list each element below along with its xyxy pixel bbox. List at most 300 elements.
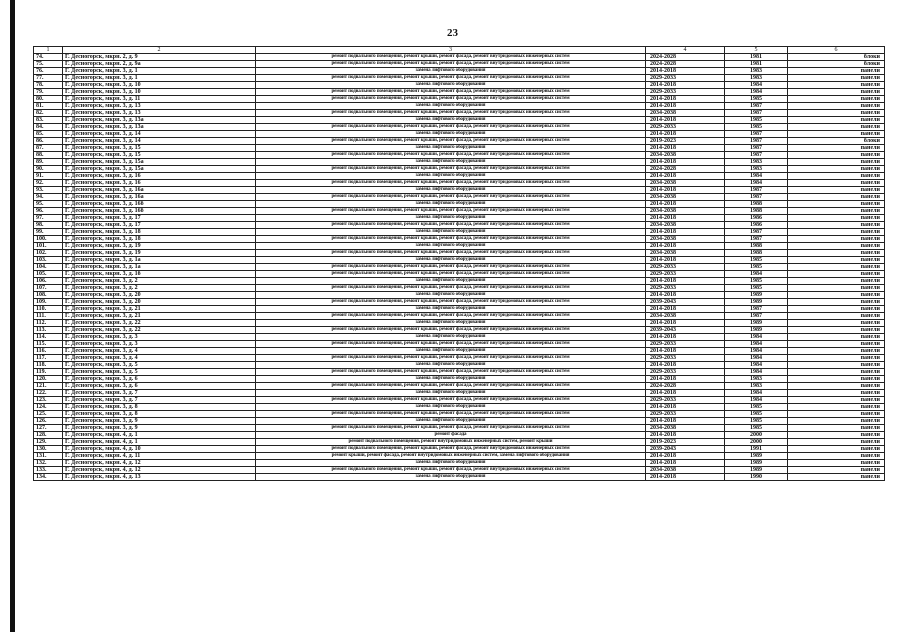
wall-material-cell: панели (788, 348, 885, 355)
work-type-cell: замена лифтового оборудования (256, 460, 646, 467)
address-cell: Г. Десногорск, мкрн. 3, д. 19 (63, 250, 256, 257)
row-number-cell: 123. (34, 397, 63, 404)
period-cell: 2024-2028 (646, 61, 725, 68)
address-cell: Г. Десногорск, мкрн. 3, д. 20 (63, 292, 256, 299)
work-type-cell: замена лифтового оборудования (256, 257, 646, 264)
work-type-cell: замена лифтового оборудования (256, 201, 646, 208)
address-cell: Г. Десногорск, мкрн. 3, д. 16а (63, 187, 256, 194)
row-number-cell: 111. (34, 313, 63, 320)
work-type-cell: ремонт подвального помещения, ремонт крыши, ремонт фасада, ремонт внутридомовых инженерных систем (256, 327, 646, 334)
address-cell: Г. Десногорск, мкрн. 3, д. 22 (63, 320, 256, 327)
address-cell: Г. Десногорск, мкрн. 3, д. 5 (63, 369, 256, 376)
address-cell: Г. Десногорск, мкрн. 3, д. 16 (63, 180, 256, 187)
work-type-cell: ремонт подвального помещения, ремонт крыши, ремонт фасада, ремонт внутридомовых инженерных систем (256, 124, 646, 131)
work-type-cell: замена лифтового оборудования (256, 320, 646, 327)
work-type-cell: ремонт подвального помещения, ремонт крыши, ремонт фасада, ремонт внутридомовых инженерных систем (256, 264, 646, 271)
period-cell: 2014-2018 (646, 390, 725, 397)
year-built-cell: 1984 (725, 180, 788, 187)
table-row (34, 194, 885, 201)
work-type-cell: ремонт подвального помещения, ремонт крыши, ремонт фасада, ремонт внутридомовых инженерных систем (256, 341, 646, 348)
address-cell: Г. Десногорск, мкрн. 4, д. 13 (63, 474, 256, 481)
work-type-cell: ремонт подвального помещения, ремонт крыши, ремонт фасада, ремонт внутридомовых инженерных систем (256, 75, 646, 82)
period-cell: 2024-2028 (646, 54, 725, 61)
year-built-cell: 1987 (725, 152, 788, 159)
wall-material-cell: панели (788, 460, 885, 467)
row-number-cell: 134. (34, 474, 63, 481)
address-cell: Г. Десногорск, мкрн. 3, д. 21 (63, 306, 256, 313)
wall-material-cell: панели (788, 131, 885, 138)
work-type-cell: ремонт подвального помещения, ремонт крыши, ремонт фасада, ремонт внутридомовых инженерных систем (256, 425, 646, 432)
address-cell: Г. Десногорск, мкрн. 4, д. 12 (63, 460, 256, 467)
wall-material-cell: панели (788, 215, 885, 222)
table-row (34, 341, 885, 348)
work-type-cell: ремонт подвального помещения, ремонт крыши, ремонт фасада, ремонт внутридомовых инженерных систем (256, 313, 646, 320)
work-type-cell: замена лифтового оборудования (256, 292, 646, 299)
address-cell: Г. Десногорск, мкрн. 3, д. 18 (63, 229, 256, 236)
year-built-cell: 1987 (725, 110, 788, 117)
header-cell: 6 (788, 47, 885, 54)
row-number-cell: 98. (34, 222, 63, 229)
row-number-cell: 108. (34, 292, 63, 299)
table-row (34, 117, 885, 124)
wall-material-cell: панели (788, 180, 885, 187)
wall-material-cell: панели (788, 110, 885, 117)
table-row (34, 397, 885, 404)
period-cell: 2014-2018 (646, 103, 725, 110)
period-cell: 2029-2033 (646, 124, 725, 131)
year-built-cell: 1989 (725, 460, 788, 467)
work-type-cell: замена лифтового оборудования (256, 474, 646, 481)
address-cell: Г. Десногорск, мкрн. 3, д. 8 (63, 404, 256, 411)
year-built-cell: 1986 (725, 215, 788, 222)
table-row (34, 208, 885, 215)
year-built-cell: 1985 (725, 278, 788, 285)
year-built-cell: 1991 (725, 446, 788, 453)
address-cell: Г. Десногорск, мкрн. 3, д. 6 (63, 383, 256, 390)
year-built-cell: 1984 (725, 390, 788, 397)
row-number-cell: 131. (34, 453, 63, 460)
row-number-cell: 125. (34, 411, 63, 418)
address-cell: Г. Десногорск, мкрн. 3, д. 13а (63, 117, 256, 124)
wall-material-cell: панели (788, 383, 885, 390)
period-cell: 2039-2043 (646, 327, 725, 334)
address-cell: Г. Десногорск, мкрн. 3, д. 15а (63, 166, 256, 173)
work-type-cell: ремонт подвального помещения, ремонт крыши, ремонт фасада, ремонт внутридомовых инженерных систем (256, 61, 646, 68)
wall-material-cell: панели (788, 474, 885, 481)
work-type-cell: замена лифтового оборудования (256, 348, 646, 355)
work-type-cell: замена лифтового оборудования (256, 362, 646, 369)
table-row (34, 404, 885, 411)
table-row (34, 320, 885, 327)
table-row (34, 474, 885, 481)
wall-material-cell: панели (788, 425, 885, 432)
table-row (34, 166, 885, 173)
year-built-cell: 1985 (725, 425, 788, 432)
table-row (34, 257, 885, 264)
address-cell: Г. Десногорск, мкрн. 3, д. 13а (63, 124, 256, 131)
address-cell: Г. Десногорск, мкрн. 3, д. 3 (63, 341, 256, 348)
row-number-cell: 133. (34, 467, 63, 474)
table-row (34, 299, 885, 306)
table-row (34, 313, 885, 320)
row-number-cell: 74. (34, 54, 63, 61)
work-type-cell: замена лифтового оборудования (256, 306, 646, 313)
row-number-cell: 85. (34, 131, 63, 138)
address-cell: Г. Десногорск, мкрн. 3, д. 4 (63, 348, 256, 355)
address-cell: Г. Десногорск, мкрн. 3, д. 16 (63, 173, 256, 180)
table-row (34, 418, 885, 425)
work-type-cell: ремонт подвального помещения, ремонт крыши, ремонт фасада, ремонт внутридомовых инженерных систем (256, 54, 646, 61)
wall-material-cell: панели (788, 292, 885, 299)
row-number-cell: 100. (34, 236, 63, 243)
table-row (34, 453, 885, 460)
address-cell: Г. Десногорск, мкрн. 3, д. 14 (63, 131, 256, 138)
year-built-cell: 1988 (725, 250, 788, 257)
scan-edge-bar (10, 0, 15, 632)
period-cell: 2014-2018 (646, 68, 725, 75)
wall-material-cell: панели (788, 89, 885, 96)
work-type-cell: замена лифтового оборудования (256, 82, 646, 89)
address-cell: Г. Десногорск, мкрн. 2, д. 9 (63, 54, 256, 61)
work-type-cell: замена лифтового оборудования (256, 173, 646, 180)
address-cell: Г. Десногорск, мкрн. 4, д. 11 (63, 453, 256, 460)
year-built-cell: 1983 (725, 75, 788, 82)
table-row (34, 215, 885, 222)
work-type-cell: замена лифтового оборудования (256, 404, 646, 411)
period-cell: 2014-2018 (646, 432, 725, 439)
period-cell: 2014-2018 (646, 278, 725, 285)
wall-material-cell: панели (788, 390, 885, 397)
address-cell: Г. Десногорск, мкрн. 3, д. 1 (63, 68, 256, 75)
work-type-cell: замена лифтового оборудования (256, 390, 646, 397)
period-cell: 2029-2033 (646, 369, 725, 376)
wall-material-cell: панели (788, 152, 885, 159)
work-type-cell: ремонт крыши, ремонт фасада, ремонт внутридомовых инженерных систем, замена лифтового оборудования (256, 453, 646, 460)
address-cell: Г. Десногорск, мкрн. 3, д. 18 (63, 236, 256, 243)
period-cell: 2014-2018 (646, 460, 725, 467)
year-built-cell: 2000 (725, 432, 788, 439)
row-number-cell: 101. (34, 243, 63, 250)
wall-material-cell: блоки (788, 61, 885, 68)
row-number-cell: 80. (34, 96, 63, 103)
row-number-cell: 79. (34, 89, 63, 96)
address-cell: Г. Десногорск, мкрн. 4, д. 12 (63, 467, 256, 474)
period-cell: 2029-2033 (646, 355, 725, 362)
address-cell: Г. Десногорск, мкрн. 3, д. 5 (63, 362, 256, 369)
row-number-cell: 102. (34, 250, 63, 257)
work-type-cell: замена лифтового оборудования (256, 334, 646, 341)
table-row (34, 103, 885, 110)
row-number-cell: 120. (34, 376, 63, 383)
period-cell: 2034-2038 (646, 152, 725, 159)
year-built-cell: 1987 (725, 313, 788, 320)
row-number-cell: 112. (34, 320, 63, 327)
row-number-cell: 95. (34, 201, 63, 208)
work-type-cell: ремонт подвального помещения, ремонт крыши, ремонт фасада, ремонт внутридомовых инженерных систем (256, 222, 646, 229)
year-built-cell: 1985 (725, 257, 788, 264)
address-cell: Г. Десногорск, мкрн. 3, д. 2 (63, 278, 256, 285)
wall-material-cell: панели (788, 306, 885, 313)
row-number-cell: 77. (34, 75, 63, 82)
year-built-cell: 1988 (725, 201, 788, 208)
work-type-cell: замена лифтового оборудования (256, 243, 646, 250)
year-built-cell: 1989 (725, 320, 788, 327)
year-built-cell: 1985 (725, 117, 788, 124)
header-cell: 5 (725, 47, 788, 54)
row-number-cell: 81. (34, 103, 63, 110)
wall-material-cell: панели (788, 320, 885, 327)
wall-material-cell: блоки (788, 54, 885, 61)
table-row (34, 222, 885, 229)
wall-material-cell: панели (788, 418, 885, 425)
address-cell: Г. Десногорск, мкрн. 3, д. 1а (63, 257, 256, 264)
period-cell: 2014-2018 (646, 96, 725, 103)
period-cell: 2034-2038 (646, 425, 725, 432)
address-cell: Г. Десногорск, мкрн. 3, д. 17 (63, 222, 256, 229)
address-cell: Г. Десногорск, мкрн. 3, д. 10 (63, 89, 256, 96)
table-header-row (34, 47, 885, 54)
year-built-cell: 1987 (725, 194, 788, 201)
row-number-cell: 76. (34, 68, 63, 75)
year-built-cell: 1983 (725, 166, 788, 173)
period-cell: 2034-2038 (646, 236, 725, 243)
row-number-cell: 119. (34, 369, 63, 376)
address-cell: Г. Десногорск, мкрн. 3, д. 15 (63, 152, 256, 159)
period-cell: 2024-2028 (646, 383, 725, 390)
period-cell: 2019-2023 (646, 439, 725, 446)
period-cell: 2029-2033 (646, 264, 725, 271)
address-cell: Г. Десногорск, мкрн. 3, д. 17 (63, 215, 256, 222)
year-built-cell: 1984 (725, 89, 788, 96)
work-type-cell: замена лифтового оборудования (256, 278, 646, 285)
wall-material-cell: панели (788, 103, 885, 110)
table-row (34, 89, 885, 96)
table-row (34, 306, 885, 313)
wall-material-cell: панели (788, 222, 885, 229)
year-built-cell: 1987 (725, 236, 788, 243)
address-cell: Г. Десногорск, мкрн. 4, д. 1 (63, 432, 256, 439)
work-type-cell: ремонт подвального помещения, ремонт крыши, ремонт фасада, ремонт внутридомовых инженерных систем (256, 285, 646, 292)
wall-material-cell: панели (788, 208, 885, 215)
work-type-cell: ремонт подвального помещения, ремонт крыши, ремонт фасада, ремонт внутридомовых инженерных систем (256, 355, 646, 362)
wall-material-cell: панели (788, 467, 885, 474)
row-number-cell: 114. (34, 334, 63, 341)
period-cell: 2014-2018 (646, 334, 725, 341)
period-cell: 2029-2033 (646, 411, 725, 418)
row-number-cell: 75. (34, 61, 63, 68)
address-cell: Г. Десногорск, мкрн. 3, д. 8 (63, 411, 256, 418)
wall-material-cell: панели (788, 432, 885, 439)
year-built-cell: 1985 (725, 404, 788, 411)
year-built-cell: 1981 (725, 54, 788, 61)
period-cell: 2014-2018 (646, 292, 725, 299)
address-cell: Г. Десногорск, мкрн. 3, д. 2 (63, 285, 256, 292)
work-type-cell: ремонт подвального помещения, ремонт внутридомовых инженерных систем, ремонт крыши (256, 439, 646, 446)
row-number-cell: 116. (34, 348, 63, 355)
period-cell: 2014-2018 (646, 320, 725, 327)
table-row (34, 369, 885, 376)
wall-material-cell: панели (788, 397, 885, 404)
year-built-cell: 1990 (725, 474, 788, 481)
row-number-cell: 94. (34, 194, 63, 201)
row-number-cell: 105. (34, 271, 63, 278)
period-cell: 2014-2018 (646, 201, 725, 208)
table-row (34, 355, 885, 362)
table-row (34, 131, 885, 138)
wall-material-cell: панели (788, 453, 885, 460)
period-cell: 2014-2018 (646, 418, 725, 425)
work-type-cell: ремонт подвального помещения, ремонт крыши, ремонт фасада, ремонт внутридомовых инженерных систем (256, 110, 646, 117)
year-built-cell: 1987 (725, 187, 788, 194)
work-type-cell: ремонт подвального помещения, ремонт крыши, ремонт фасада, ремонт внутридомовых инженерных систем (256, 236, 646, 243)
address-cell: Г. Десногорск, мкрн. 4, д. 10 (63, 446, 256, 453)
table-row (34, 264, 885, 271)
row-number-cell: 99. (34, 229, 63, 236)
year-built-cell: 1988 (725, 208, 788, 215)
year-built-cell: 1984 (725, 348, 788, 355)
row-number-cell: 126. (34, 418, 63, 425)
work-type-cell: замена лифтового оборудования (256, 68, 646, 75)
year-built-cell: 1987 (725, 131, 788, 138)
address-cell: Г. Десногорск, мкрн. 3, д. 16б (63, 208, 256, 215)
address-cell: Г. Десногорск, мкрн. 2, д. 9а (63, 61, 256, 68)
table-row (34, 285, 885, 292)
wall-material-cell: панели (788, 404, 885, 411)
year-built-cell: 1987 (725, 145, 788, 152)
period-cell: 2014-2018 (646, 117, 725, 124)
wall-material-cell: панели (788, 369, 885, 376)
year-built-cell: 1984 (725, 369, 788, 376)
work-type-cell: замена лифтового оборудования (256, 187, 646, 194)
address-cell: Г. Десногорск, мкрн. 3, д. 9 (63, 425, 256, 432)
period-cell: 2029-2033 (646, 285, 725, 292)
period-cell: 2014-2018 (646, 187, 725, 194)
row-number-cell: 109. (34, 299, 63, 306)
row-number-cell: 110. (34, 306, 63, 313)
address-cell: Г. Десногорск, мкрн. 3, д. 13 (63, 103, 256, 110)
row-number-cell: 104. (34, 264, 63, 271)
row-number-cell: 124. (34, 404, 63, 411)
period-cell: 2014-2018 (646, 82, 725, 89)
year-built-cell: 2000 (725, 439, 788, 446)
year-built-cell: 1983 (725, 159, 788, 166)
work-type-cell: ремонт подвального помещения, ремонт крыши, ремонт фасада, ремонт внутридомовых инженерных систем (256, 138, 646, 145)
work-type-cell: ремонт подвального помещения, ремонт крыши, ремонт фасада, ремонт внутридомовых инженерных систем (256, 271, 646, 278)
wall-material-cell: панели (788, 250, 885, 257)
work-type-cell: ремонт подвального помещения, ремонт крыши, ремонт фасада, ремонт внутридомовых инженерных систем (256, 299, 646, 306)
address-cell: Г. Десногорск, мкрн. 3, д. 21 (63, 313, 256, 320)
year-built-cell: 1985 (725, 124, 788, 131)
work-type-cell: ремонт подвального помещения, ремонт крыши, ремонт фасада, ремонт внутридомовых инженерных систем (256, 89, 646, 96)
row-number-cell: 106. (34, 278, 63, 285)
year-built-cell: 1988 (725, 243, 788, 250)
year-built-cell: 1989 (725, 467, 788, 474)
year-built-cell: 1985 (725, 264, 788, 271)
work-type-cell: замена лифтового оборудования (256, 418, 646, 425)
year-built-cell: 1987 (725, 229, 788, 236)
row-number-cell: 97. (34, 215, 63, 222)
wall-material-cell: панели (788, 446, 885, 453)
wall-material-cell: панели (788, 278, 885, 285)
table-row (34, 425, 885, 432)
work-type-cell: ремонт подвального помещения, ремонт крыши, ремонт фасада, ремонт внутридомовых инженерных систем (256, 194, 646, 201)
wall-material-cell: панели (788, 355, 885, 362)
wall-material-cell: панели (788, 166, 885, 173)
period-cell: 2014-2018 (646, 131, 725, 138)
wall-material-cell: панели (788, 362, 885, 369)
row-number-cell: 129. (34, 439, 63, 446)
year-built-cell: 1985 (725, 418, 788, 425)
row-number-cell: 127. (34, 425, 63, 432)
year-built-cell: 1984 (725, 173, 788, 180)
address-cell: Г. Десногорск, мкрн. 3, д. 6 (63, 376, 256, 383)
table-row (34, 376, 885, 383)
work-type-cell: ремонт подвального помещения, ремонт крыши, ремонт фасада, ремонт внутридомовых инженерных систем (256, 250, 646, 257)
table-row (34, 383, 885, 390)
work-type-cell: замена лифтового оборудования (256, 117, 646, 124)
year-built-cell: 1985 (725, 411, 788, 418)
table-row (34, 54, 885, 61)
work-type-cell: ремонт подвального помещения, ремонт крыши, ремонт фасада, ремонт внутридомовых инженерных систем (256, 411, 646, 418)
table-row (34, 243, 885, 250)
year-built-cell: 1985 (725, 285, 788, 292)
row-number-cell: 89. (34, 159, 63, 166)
period-cell: 2014-2018 (646, 257, 725, 264)
work-type-cell: ремонт фасада (256, 432, 646, 439)
address-cell: Г. Десногорск, мкрн. 3, д. 7 (63, 397, 256, 404)
address-cell: Г. Десногорск, мкрн. 3, д. 15а (63, 159, 256, 166)
address-cell: Г. Десногорск, мкрн. 3, д. 9 (63, 418, 256, 425)
address-cell: Г. Десногорск, мкрн. 4, д. 1 (63, 439, 256, 446)
year-built-cell: 1984 (725, 82, 788, 89)
address-cell: Г. Десногорск, мкрн. 3, д. 11 (63, 96, 256, 103)
year-built-cell: 1987 (725, 138, 788, 145)
table-row (34, 82, 885, 89)
work-type-cell: замена лифтового оборудования (256, 103, 646, 110)
period-cell: 2039-2043 (646, 299, 725, 306)
work-type-cell: ремонт подвального помещения, ремонт крыши, ремонт фасада, ремонт внутридомовых инженерных систем (256, 166, 646, 173)
address-cell: Г. Десногорск, мкрн. 3, д. 20 (63, 299, 256, 306)
year-built-cell: 1984 (725, 341, 788, 348)
period-cell: 2039-2043 (646, 446, 725, 453)
year-built-cell: 1983 (725, 68, 788, 75)
wall-material-cell: панели (788, 327, 885, 334)
wall-material-cell: панели (788, 117, 885, 124)
row-number-cell: 84. (34, 124, 63, 131)
period-cell: 2019-2023 (646, 138, 725, 145)
wall-material-cell: панели (788, 411, 885, 418)
page-number: 23 (447, 27, 458, 39)
work-type-cell: ремонт подвального помещения, ремонт крыши, ремонт фасада, ремонт внутридомовых инженерных систем (256, 208, 646, 215)
work-type-cell: замена лифтового оборудования (256, 229, 646, 236)
wall-material-cell: панели (788, 159, 885, 166)
header-cell: 4 (646, 47, 725, 54)
row-number-cell: 132. (34, 460, 63, 467)
row-number-cell: 121. (34, 383, 63, 390)
row-number-cell: 93. (34, 187, 63, 194)
table-row (34, 271, 885, 278)
wall-material-cell: панели (788, 439, 885, 446)
year-built-cell: 1984 (725, 362, 788, 369)
work-type-cell: ремонт подвального помещения, ремонт крыши, ремонт фасада, ремонт внутридомовых инженерных систем (256, 96, 646, 103)
wall-material-cell: панели (788, 145, 885, 152)
table-row (34, 152, 885, 159)
period-cell: 2029-2033 (646, 271, 725, 278)
header-cell: 1 (34, 47, 63, 54)
table-row (34, 460, 885, 467)
address-cell: Г. Десногорск, мкрн. 3, д. 7 (63, 390, 256, 397)
table-row (34, 432, 885, 439)
